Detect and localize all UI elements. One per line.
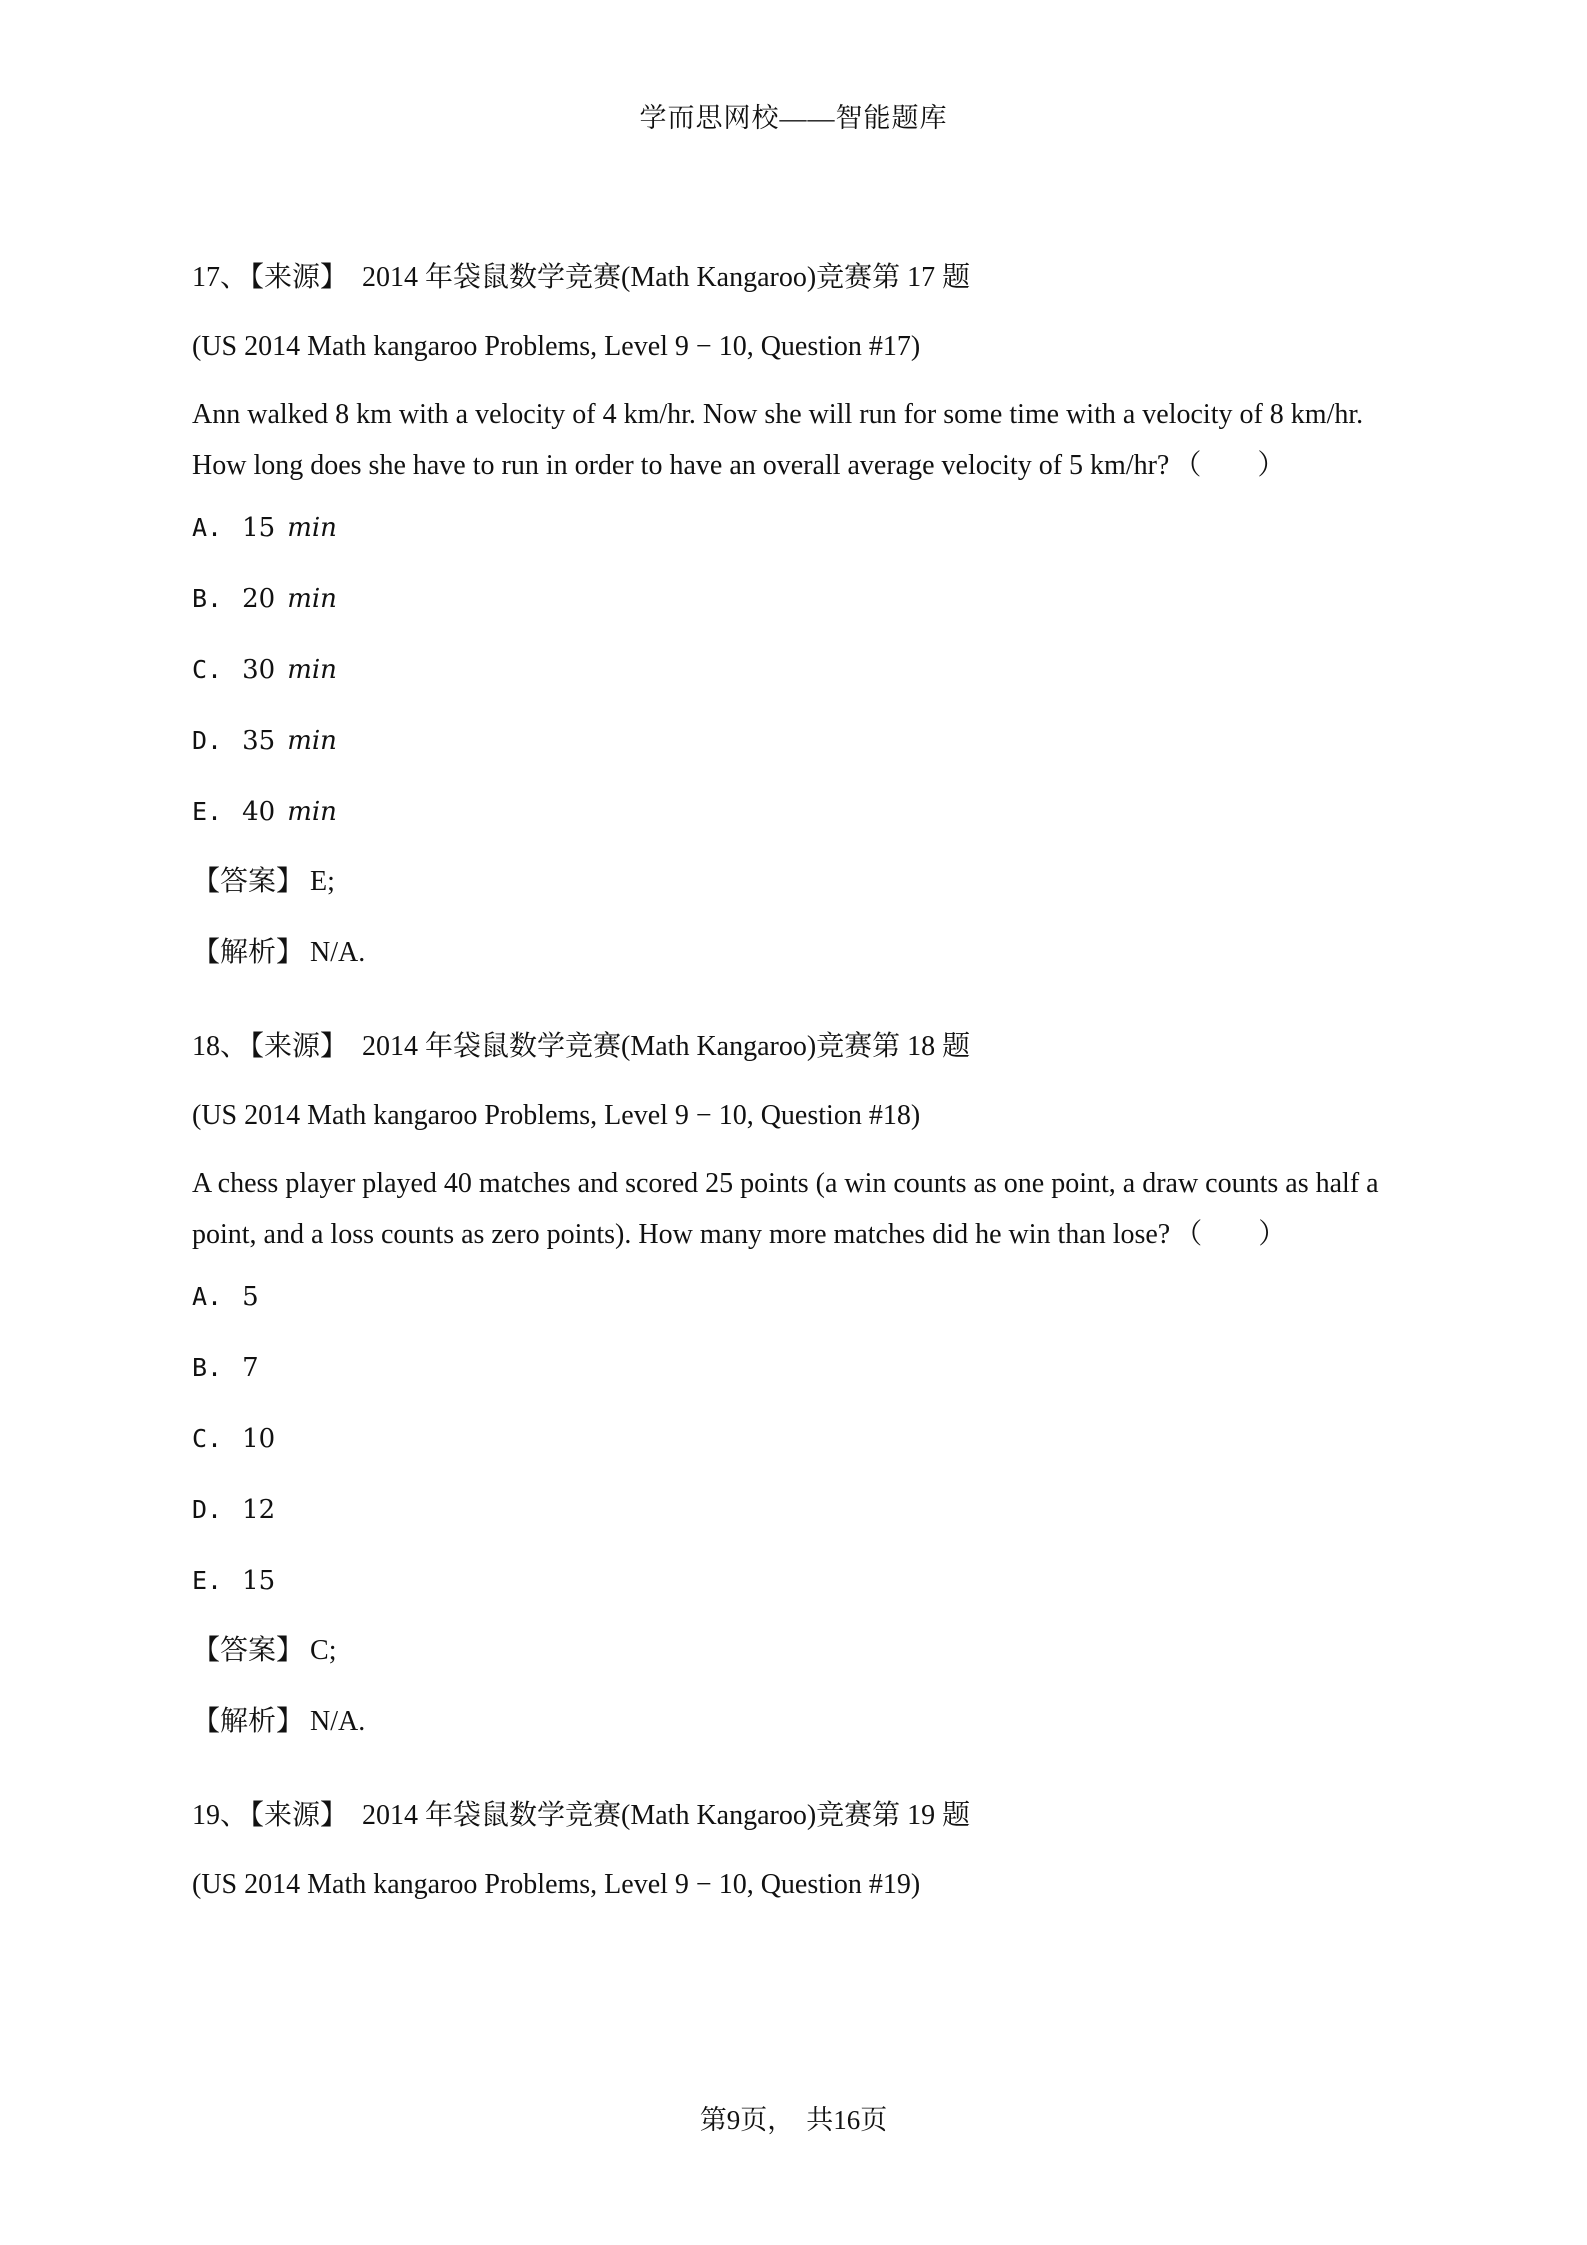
option-c [192, 649, 1412, 689]
question-number: 18、 [192, 1031, 249, 1062]
page-number: 第9页， [699, 2105, 795, 2135]
option-value: 12 [242, 1495, 276, 1525]
option-a [192, 507, 1412, 547]
answer-tag: 【答案】 [192, 866, 305, 897]
question-subtitle: (US 2014 Math kangaroo Problems, Level 9 − 10, Question #18) [192, 1100, 921, 1131]
page-total: 共16页 [806, 2105, 888, 2135]
question-title [192, 1027, 1412, 1067]
source-tag: 【来源】 [250, 1031, 349, 1062]
option-unit: min [287, 513, 337, 543]
option-d [192, 1489, 1412, 1529]
question-number: 17、 [192, 262, 249, 293]
question-17 [192, 258, 1412, 973]
question-source: 2014 年袋鼠数学竞赛(Math Kangaroo)竞赛第 18 题 [362, 1031, 971, 1062]
option-letter: E. [192, 797, 223, 826]
question-source: 2014 年袋鼠数学竞赛(Math Kangaroo)竞赛第 19 题 [362, 1800, 971, 1831]
option-letter: E. [192, 1566, 223, 1595]
source-tag: 【来源】 [250, 1800, 349, 1831]
question-list [192, 258, 1412, 1959]
option-unit: min [287, 584, 337, 614]
option-value: 15 [242, 513, 276, 543]
answer-tag: 【答案】 [192, 1635, 305, 1666]
option-unit: min [287, 655, 337, 685]
option-value: 40 [242, 797, 276, 827]
option-d [192, 720, 1412, 760]
option-e [192, 1560, 1412, 1600]
analysis-value: N/A. [310, 1706, 366, 1737]
option-value: 35 [242, 726, 276, 756]
option-e [192, 791, 1412, 831]
question-subtitle: (US 2014 Math kangaroo Problems, Level 9 − 10, Question #17) [192, 331, 921, 362]
question-title [192, 258, 1412, 298]
answer-value: C; [310, 1635, 337, 1666]
analysis-line [192, 1702, 1412, 1742]
option-value: 15 [242, 1566, 276, 1596]
option-letter: C. [192, 1424, 223, 1453]
question-text: Ann walked 8 km with a velocity of 4 km/hr. Now she will run for some time with a velocity of 8 km/hr. How long does she have to run in order to have an overall average velocity of 5 km/hr? [192, 399, 1364, 481]
question-source: 2014 年袋鼠数学竞赛(Math Kangaroo)竞赛第 17 题 [362, 262, 971, 293]
question-body [192, 1158, 1412, 1260]
question-19 [192, 1796, 1412, 1905]
question-body [192, 389, 1412, 491]
analysis-line [192, 933, 1412, 973]
answer-line [192, 862, 1412, 902]
option-value: 20 [242, 584, 276, 614]
option-c [192, 1418, 1412, 1458]
question-text: A chess player played 40 matches and scored 25 points (a win counts as one point, a draw counts as half a point, and a loss counts as zero points). How many more matches did he win than lose? [192, 1168, 1379, 1250]
option-letter: D. [192, 1495, 223, 1524]
question-subtitle: (US 2014 Math kangaroo Problems, Level 9 − 10, Question #19) [192, 1869, 921, 1900]
answer-blank: （ ） [1173, 450, 1286, 481]
analysis-tag: 【解析】 [192, 1706, 305, 1737]
analysis-tag: 【解析】 [192, 937, 305, 968]
answer-value: E; [310, 866, 335, 897]
page-footer [0, 2098, 1587, 2137]
option-value: 10 [242, 1424, 276, 1454]
answer-line [192, 1631, 1412, 1671]
option-letter: D. [192, 726, 223, 755]
source-tag: 【来源】 [250, 262, 349, 293]
option-letter: B. [192, 1353, 223, 1382]
analysis-value: N/A. [310, 937, 366, 968]
question-18 [192, 1027, 1412, 1742]
option-value: 30 [242, 655, 276, 685]
answer-blank: （ ） [1174, 1219, 1287, 1250]
option-b [192, 1347, 1412, 1387]
option-unit: min [287, 726, 337, 756]
option-b [192, 578, 1412, 618]
option-letter: A. [192, 1282, 223, 1311]
option-letter: A. [192, 513, 223, 542]
question-number: 19、 [192, 1800, 249, 1831]
option-a [192, 1276, 1412, 1316]
option-letter: B. [192, 584, 223, 613]
page-header: 学而思网校——智能题库 [639, 103, 948, 133]
option-unit: min [287, 797, 337, 827]
option-value: 7 [242, 1353, 259, 1383]
option-value: 5 [242, 1282, 259, 1312]
option-letter: C. [192, 655, 223, 684]
question-title [192, 1796, 1412, 1836]
